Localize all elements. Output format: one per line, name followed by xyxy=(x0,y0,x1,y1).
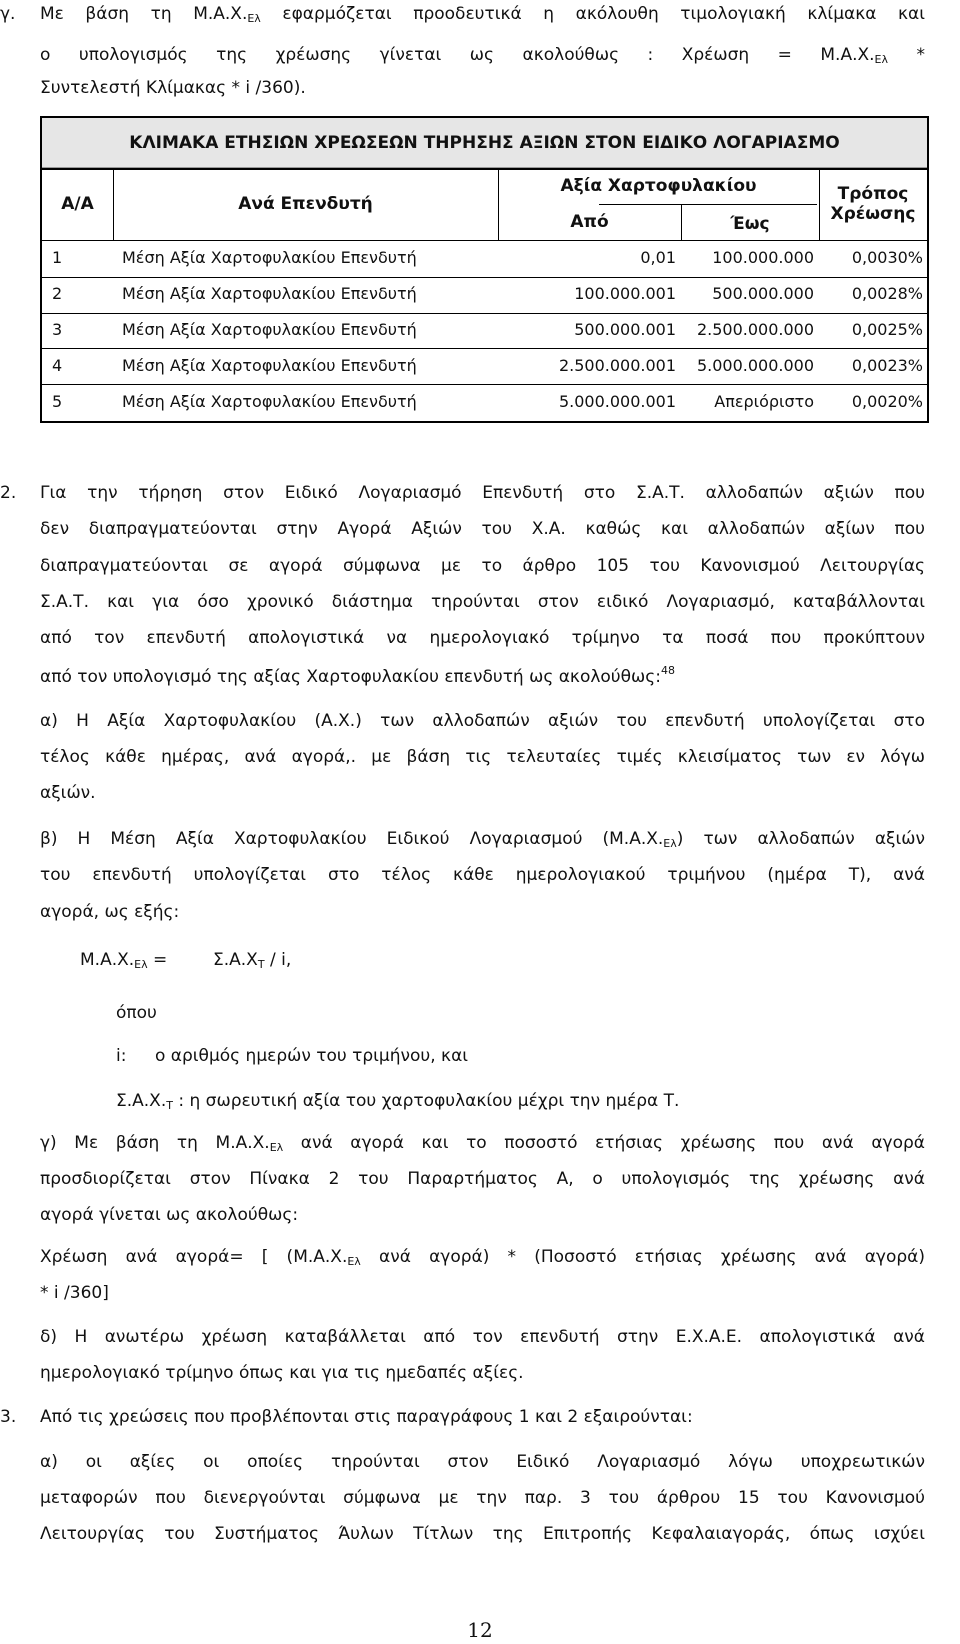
item-a-line: αξιών. xyxy=(40,783,96,803)
row-desc: Μέση Αξία Χαρτοφυλακίου Επενδυτή xyxy=(122,284,417,303)
row-rate: 0,0020% xyxy=(851,392,923,411)
intro-marker: γ. xyxy=(0,4,16,24)
row-from: 2.500.000.001 xyxy=(558,356,676,375)
row-to: 2.500.000.000 xyxy=(696,320,814,339)
section-2-marker: 2. xyxy=(0,483,17,503)
row-desc: Μέση Αξία Χαρτοφυλακίου Επενδυτή xyxy=(122,320,417,339)
row-aa: 1 xyxy=(52,248,63,267)
item-c-line: γ) Με βάση τη $M.A.X._{E\lambda}$ ανά αγορά και το ποσοστό ετήσιας χρέωσης που ανά αγορά xyxy=(40,1133,925,1154)
row-desc: Μέση Αξία Χαρτοφυλακίου Επενδυτή xyxy=(122,356,417,375)
header-sub-divider xyxy=(599,204,817,205)
header-from: Από xyxy=(570,212,609,232)
row-rate: 0,0030% xyxy=(851,248,923,267)
section-2-line: από τον επενδυτή απολογιστικά να ημερολογιακό τρίμηνο τα ποσά που προκύπτουν xyxy=(40,628,925,648)
item-a-line: τέλος κάθε ημέρας, ανά αγορά,. με βάση τις τελευταίες τιμές κλεισίματος των εν λόγω xyxy=(40,747,925,767)
row-rate: 0,0023% xyxy=(851,356,923,375)
section-2-line: δεν διαπραγματεύονται στην Αγορά Αξιών του Χ.Α. καθώς και αλλοδαπών αξίων που xyxy=(40,519,925,539)
row-divider xyxy=(42,277,927,278)
page-number: 12 xyxy=(467,1618,493,1642)
header-charge-line-2: Χρέωσης xyxy=(830,204,916,224)
section-3-item-a-line: α) οι αξίες οι οποίες τηρούνται στον Ειδικό Λογαριασμό λόγω υποχρεωτικών xyxy=(40,1452,925,1472)
item-b-line: του επενδυτή υπολογίζεται στο τέλος κάθε ημερολογιακού τριμήνου (ημέρα Τ), ανά xyxy=(40,865,925,885)
intro-line-2: ο υπολογισμός της χρέωσης γίνεται ως ακολούθως : $X\rho έ\omega\sigma\eta = M.A.X._{E\lambda}$ * xyxy=(40,45,926,66)
row-to: 100.000.000 xyxy=(712,248,814,267)
header-investor: Ανά Επενδυτή xyxy=(238,194,373,214)
i-label: i: xyxy=(116,1046,127,1066)
table-title: ΚΛΙΜΑΚΑ ΕΤΗΣΙΩΝ ΧΡΕΩΣΕΩΝ ΤΗΡΗΣΗΣ ΑΞΙΩΝ ΣΤΟΝ ΕΙΔΙΚΟ ΛΟΓΑΡΙΑΣΜΟ xyxy=(42,118,927,170)
section-2-line: από τον υπολογισμό της αξίας Χαρτοφυλακίου επενδυτή ως ακολούθως:$^{48}$ xyxy=(40,664,675,687)
sax-definition: $\Sigma.A.X._T$ : η σωρευτική αξία του χαρτοφυλακίου μέχρι την ημέρα Τ. xyxy=(116,1091,680,1112)
row-rate: 0,0025% xyxy=(851,320,923,339)
section-3-marker: 3. xyxy=(0,1407,17,1427)
row-from: 100.000.001 xyxy=(574,284,676,303)
row-divider xyxy=(42,348,927,349)
row-to: Απεριόριστο xyxy=(714,392,814,411)
formula-lhs: $M.A.X._{E\lambda}$ = xyxy=(80,950,168,971)
item-d-line: δ) Η ανωτέρω χρέωση καταβάλλεται από τον επενδυτή στην Ε.Χ.Α.Ε. απολογιστικά ανά xyxy=(40,1327,925,1347)
section-2-line: Για την τήρηση στον Ειδικό Λογαριασμό Επενδυτή στο Σ.Α.Τ. αλλοδαπών αξιών που xyxy=(40,483,925,503)
formula-rhs: $\Sigma.A.X_T$ / i, xyxy=(213,950,292,971)
section-2-line: διαπραγματεύονται σε αγορά σύμφωνα με το άρθρο 105 του Κανονισμού Λειτουργίας xyxy=(40,556,925,576)
where-label: όπου xyxy=(116,1003,157,1023)
section-3-item-a-line: Λειτουργίας του Συστήματος Άυλων Τίτλων της Επιτροπής Κεφαλαιαγοράς, όπως ισχύει xyxy=(40,1524,925,1544)
footnote-ref: 48 xyxy=(661,664,675,677)
row-from: 5.000.000.001 xyxy=(558,392,676,411)
row-to: 500.000.000 xyxy=(712,284,814,303)
section-3-item-a-line: μεταφορών που διενεργούνται σύμφωνα με την παρ. 3 του άρθρου 15 του Κανονισμού xyxy=(40,1488,925,1508)
item-d-line: ημερολογιακό τρίμηνο όπως και για τις ημεδαπές αξίες. xyxy=(40,1363,524,1383)
i-definition: ο αριθμός ημερών του τριμήνου, και xyxy=(155,1046,469,1066)
header-portfolio-value: Αξία Χαρτοφυλακίου xyxy=(560,176,757,196)
section-2-line: Σ.Α.Τ. και για όσο χρονικό διάστημα τηρούνται στον ειδικό Λογαριασμό, καταβάλλονται xyxy=(40,592,925,612)
header-divider xyxy=(42,240,927,241)
item-b-line: β) Η Μέση Αξία Χαρτοφυλακίου Ειδικού Λογαριασμού $(M.A.X._{E\lambda})$ των αλλοδαπών αξιών xyxy=(40,829,925,850)
row-rate: 0,0028% xyxy=(851,284,923,303)
header-aa: Α/Α xyxy=(61,194,94,214)
row-aa: 2 xyxy=(52,284,63,303)
row-divider xyxy=(42,384,927,385)
charge-formula-line: Χρέωση ανά αγορά= [ ($M.A.X._{E\lambda}$ ανά αγορά) * (Ποσοστό ετήσιας χρέωσης ανά αγορά) xyxy=(40,1247,926,1268)
intro-line-1: Με βάση τη $M.A.X._{E\lambda}$ εφαρμόζεται προοδευτικά η ακόλουθη τιμολογιακή κλίμακα και xyxy=(40,4,925,25)
row-from: 0,01 xyxy=(640,248,676,267)
charge-formula-line: * i /360] xyxy=(40,1283,109,1303)
header-charge-line-1: Τρόπος xyxy=(837,184,909,204)
item-b-line: αγορά, ως εξής: xyxy=(40,902,180,922)
row-desc: Μέση Αξία Χαρτοφυλακίου Επενδυτή xyxy=(122,392,417,411)
section-3-line: Από τις χρεώσεις που προβλέπονται στις παραγράφους 1 και 2 εξαιρούνται: xyxy=(40,1407,693,1427)
item-c-line: αγορά γίνεται ως ακολούθως: xyxy=(40,1205,299,1225)
header-to: Έως xyxy=(730,214,770,234)
row-divider xyxy=(42,313,927,314)
charges-table xyxy=(40,116,929,423)
row-desc: Μέση Αξία Χαρτοφυλακίου Επενδυτή xyxy=(122,248,417,267)
row-aa: 4 xyxy=(52,356,63,375)
row-from: 500.000.001 xyxy=(574,320,676,339)
row-aa: 5 xyxy=(52,392,63,411)
item-a-line: α) Η Αξία Χαρτοφυλακίου (Α.Χ.) των αλλοδαπών αξιών του επενδυτή υπολογίζεται στο xyxy=(40,711,925,731)
item-c-line: προσδιορίζεται στον Πίνακα 2 του Παραρτήματος Α, ο υπολογισμός της χρέωσης ανά xyxy=(40,1169,925,1189)
row-aa: 3 xyxy=(52,320,63,339)
row-to: 5.000.000.000 xyxy=(696,356,814,375)
intro-line-3: Συντελεστή Κλίμακας * i /360). xyxy=(40,78,306,98)
